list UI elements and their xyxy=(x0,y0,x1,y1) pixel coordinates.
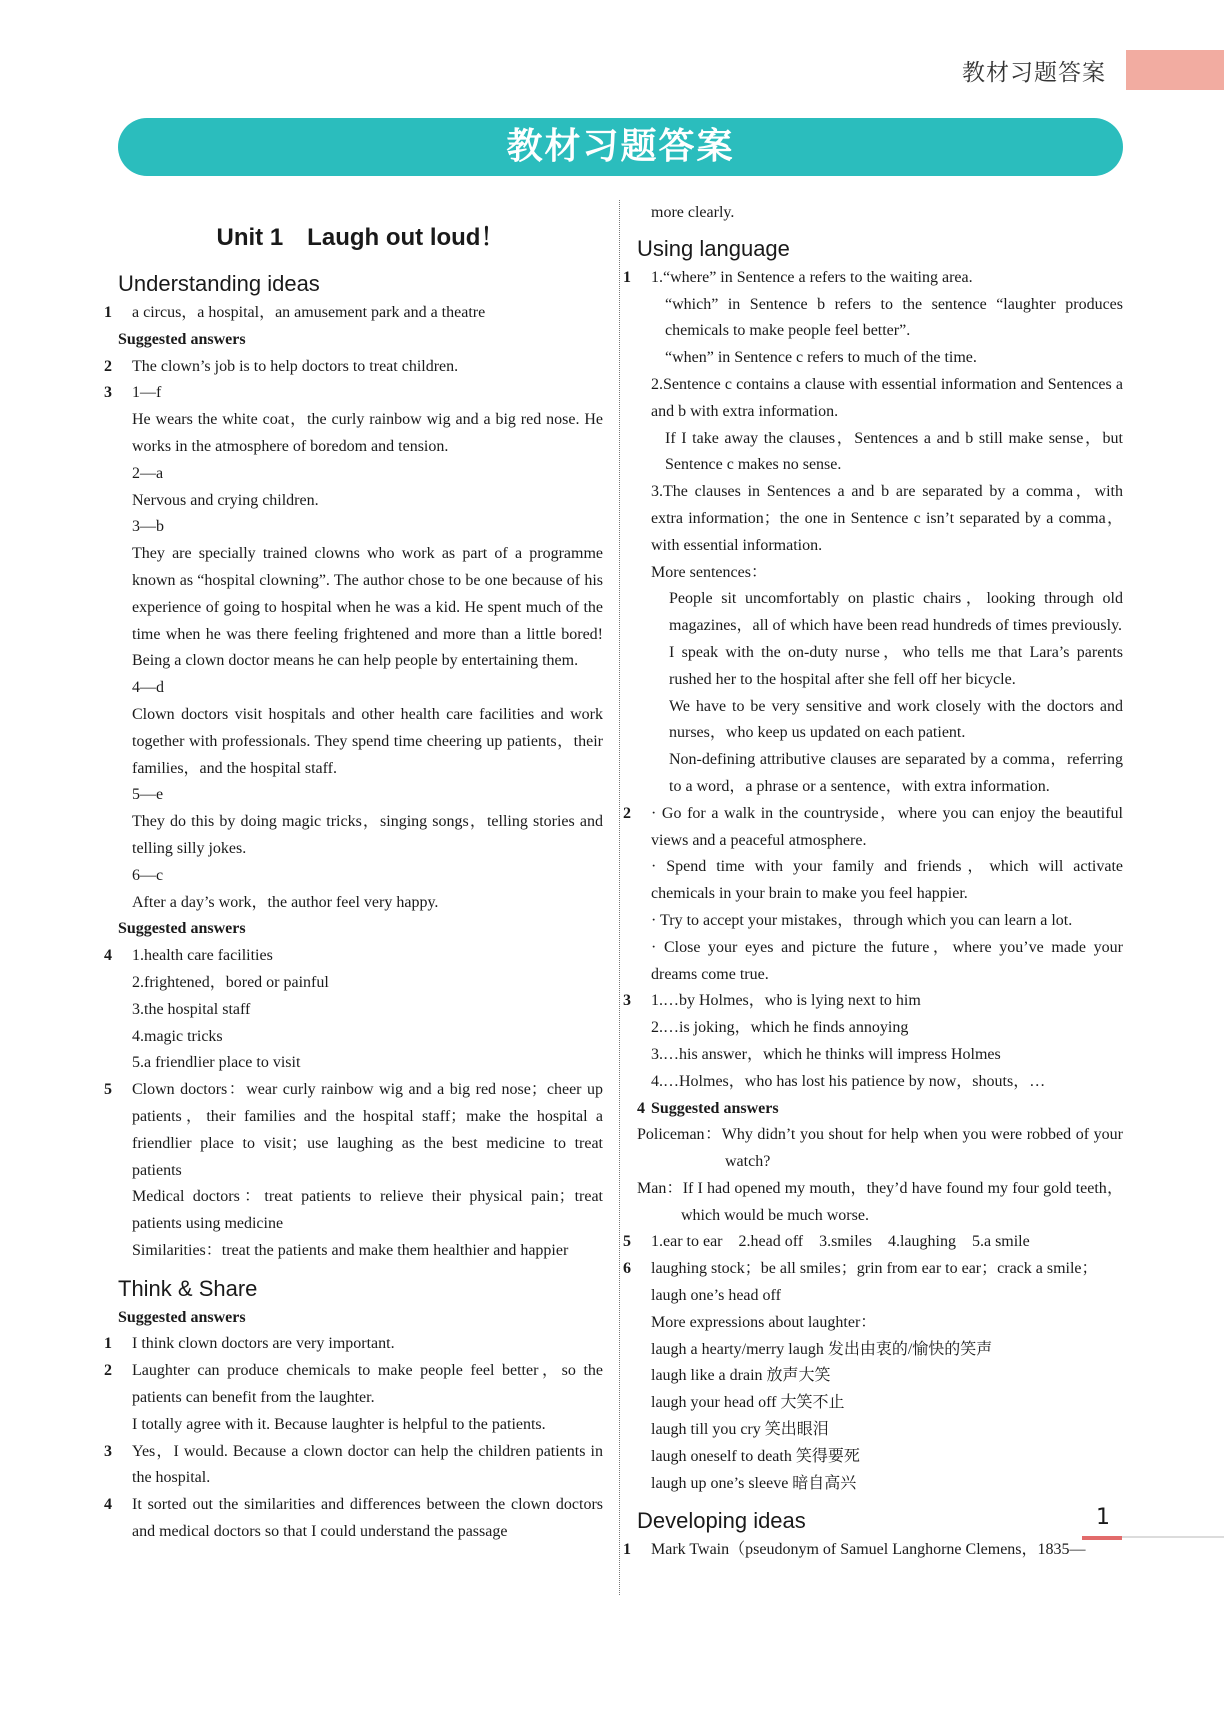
answer-item xyxy=(104,1077,603,1184)
answer-text: The clown’s job is to help doctors to treat children. xyxy=(132,357,459,375)
answer-text: I think clown doctors are very important. xyxy=(132,1335,395,1353)
answer-line: 4.…Holmes，who has lost his patience by now，shouts，… xyxy=(651,1072,1046,1090)
answer-line: Clown doctors visit hospitals and other health care facilities and work together with professionals. They spend time cheering up patients，their families，and the hospital staff. xyxy=(132,705,603,777)
q6-lines xyxy=(637,1283,1123,1497)
q1-sub xyxy=(637,292,1123,372)
answer-text: Laughter can produce chemicals to make people feel better，so the patients can benefit from the laughter. xyxy=(132,1362,603,1407)
answer-text: 1.“where” in Sentence a refers to the waiting area. xyxy=(651,268,973,286)
subheading: Suggested answers xyxy=(118,920,246,938)
item-number: 4 xyxy=(104,1496,112,1514)
section-developing-ideas: Developing ideas xyxy=(637,1508,806,1534)
section-understanding-ideas: Understanding ideas xyxy=(118,271,320,296)
item-number: 2 xyxy=(104,357,112,375)
item-number: 4 xyxy=(637,1099,645,1117)
answer-line: I totally agree with it. Because laughter is helpful to the patients. xyxy=(132,1415,546,1433)
page-number: 1 xyxy=(1096,1505,1110,1530)
subheading: Suggested answers xyxy=(118,330,246,348)
answer-text: laughing stock；be all smiles；grin from ear to ear；crack a smile； xyxy=(651,1260,1098,1278)
left-column xyxy=(104,200,603,1546)
answer-line: After a day’s work，the author feel very happy. xyxy=(132,893,439,911)
answer-line: 6—c xyxy=(132,866,164,884)
unit-title: Unit 1 Laugh out loud！ xyxy=(216,224,505,251)
answer-text: 1—f xyxy=(132,384,162,402)
answer-line: 4.magic tricks xyxy=(132,1027,223,1045)
item-number: 3 xyxy=(104,1442,112,1460)
answer-line: laugh till you cry 笑出眼泪 xyxy=(651,1421,829,1439)
page-banner: 教材习题答案 xyxy=(118,118,1123,176)
answer-line: laugh oneself to death 笑得要死 xyxy=(651,1447,860,1465)
bullet-line: · Close your eyes and picture the future，where you’ve made your dreams come true. xyxy=(651,938,1123,983)
answer-line: 3.…his answer，which he thinks will impress Holmes xyxy=(651,1045,1001,1063)
answer-line: laugh up one’s sleeve 暗自高兴 xyxy=(651,1474,857,1492)
dialog-line: Policeman：Why didn’t you shout for help when you were robbed of your watch? xyxy=(637,1126,1123,1171)
answer-line: laugh like a drain 放声大笑 xyxy=(651,1367,831,1385)
answer-text: Mark Twain（pseudonym of Samuel Langhorne Clemens，1835— xyxy=(651,1541,1086,1559)
header-accent-tab xyxy=(1126,50,1224,90)
answer-text: It sorted out the similarities and differences between the clown doctors and medical doctors so that I could understand the passage xyxy=(132,1496,603,1541)
answer-text: · Go for a walk in the countryside，where you can enjoy the beautiful views and a peaceful atmosphere. xyxy=(651,804,1123,849)
answer-line: 2.frightened，bored or painful xyxy=(132,973,329,991)
item-number: 1 xyxy=(104,1335,112,1353)
item-number: 4 xyxy=(104,947,112,965)
answer-line: “which” in Sentence b refers to the sentence “laughter produces chemicals to make people feel better”. xyxy=(665,295,1123,340)
answer-item xyxy=(104,354,603,381)
answer-line: 3.the hospital staff xyxy=(132,1000,251,1018)
answer-line: laugh a hearty/merry laugh 发出由衷的/愉快的笑声 xyxy=(651,1340,993,1358)
answer-text: a circus，a hospital，an amusement park and a theatre xyxy=(132,304,486,321)
item-number: 1 xyxy=(104,304,112,321)
answer-line: 5—e xyxy=(132,786,164,804)
answer-line: If I take away the clauses，Sentences a and b still make sense，but Sentence c makes no sense. xyxy=(665,429,1123,474)
answer-item xyxy=(623,1537,1123,1564)
continued-text: more clearly. xyxy=(651,204,735,221)
answer-line: Non-defining attributive clauses are separated by a comma，referring to a word，a phrase or a sentence，with extra information. xyxy=(669,751,1123,795)
page-footer-accent xyxy=(1082,1536,1122,1540)
subheading: Suggested answers xyxy=(118,1308,246,1326)
answer-line: Medical doctors：treat patients to relieve their physical pain；treat patients using medicine xyxy=(132,1188,603,1233)
q2-bullets xyxy=(637,854,1123,988)
answer-item xyxy=(104,1439,603,1493)
answer-line: 2.…is joking，which he finds annoying xyxy=(651,1019,909,1037)
header-label: 教材习题答案 xyxy=(962,60,1106,86)
answer-item xyxy=(623,988,1123,1015)
column-divider xyxy=(619,200,620,1595)
q5-details xyxy=(118,1184,603,1264)
answer-text: 1.ear to ear 2.head off 3.smiles 4.laughing 5.a smile xyxy=(651,1233,1030,1251)
answer-line: 4—d xyxy=(132,679,164,697)
answer-line: They do this by doing magic tricks，singing songs，telling stories and telling silly jokes. xyxy=(132,813,603,857)
item-number: 1 xyxy=(623,1541,631,1559)
item-number: 5 xyxy=(104,1081,112,1099)
right-column xyxy=(623,200,1123,1564)
answer-item xyxy=(104,1358,603,1412)
answer-line: 5.a friendlier place to visit xyxy=(132,1054,301,1072)
answer-item xyxy=(104,380,603,407)
answer-text: 1.…by Holmes，who is lying next to him xyxy=(651,992,921,1010)
item-number: 6 xyxy=(623,1260,631,1278)
subheading: Suggested answers xyxy=(651,1099,779,1117)
answer-item xyxy=(104,300,603,327)
answer-item xyxy=(623,265,1123,292)
answer-line: They are specially trained clowns who work as part of a programme known as “hospital clowning”. The author chose to be one because of his experience of going to hospital when he was a kid. He spent much of the time when he was there feeling frightened and more than a little bored! Being a clown doctor means he can help people by entertaining them. xyxy=(132,545,603,670)
item-number: 3 xyxy=(104,384,112,402)
answer-line: 2—a xyxy=(132,464,164,482)
answer-line: He wears the white coat，the curly rainbow wig and a big red nose. He works in the atmosphere of boredom and tension. xyxy=(132,411,603,455)
answer-line: laugh your head off 大笑不止 xyxy=(651,1394,845,1412)
item-number: 3 xyxy=(623,992,631,1010)
answer-line: Similarities：treat the patients and make them healthier and happier xyxy=(132,1241,569,1259)
q4-details xyxy=(118,970,603,1077)
answer-line: 2.Sentence c contains a clause with essential information and Sentences a and b with extra information. xyxy=(651,375,1123,420)
answer-line: Nervous and crying children. xyxy=(132,491,319,509)
answer-line: I speak with the on-duty nurse，who tells me that Lara’s parents rushed her to the hospital after she fell off her bicycle. xyxy=(669,643,1123,688)
more-sentences xyxy=(637,586,1123,800)
answer-item xyxy=(623,1229,1123,1256)
q3-lines xyxy=(637,1015,1123,1095)
section-using-language: Using language xyxy=(637,235,790,261)
item-number: 2 xyxy=(623,804,631,822)
answer-text: 1.health care facilities xyxy=(132,947,273,965)
answer-line: 3.The clauses in Sentences a and b are separated by a comma，with extra information；the one in Sentence c isn’t separated by a comma，with essential information. xyxy=(651,483,1123,554)
section-think-share: Think & Share xyxy=(118,1275,258,1301)
answer-item xyxy=(104,1331,603,1358)
answer-item xyxy=(104,943,603,970)
item-number: 5 xyxy=(623,1233,631,1251)
answer-line: “when” in Sentence c refers to much of the time. xyxy=(665,349,977,367)
answer-text: Yes，I would. Because a clown doctor can help the children patients in the hospital. xyxy=(132,1442,603,1487)
bullet-line: · Spend time with your family and friends，which will activate chemicals in your brain to make you feel happier. xyxy=(651,858,1123,903)
answer-line: More expressions about laughter： xyxy=(651,1313,877,1331)
q3-details xyxy=(118,407,603,916)
answer-item xyxy=(623,1256,1123,1283)
answer-line: laugh one’s head off xyxy=(651,1287,781,1305)
item-number: 2 xyxy=(104,1362,112,1380)
answer-line: People sit uncomfortably on plastic chairs，looking through old magazines，all of which have been read hundreds of times previously. xyxy=(669,590,1123,635)
answer-line: 3—b xyxy=(132,518,164,536)
dialog-line: Man：If I had opened my mouth，they’d have found my four gold teeth，which would be much worse. xyxy=(637,1179,1123,1224)
item-number: 1 xyxy=(623,268,631,286)
answer-item xyxy=(104,1492,603,1546)
answer-line: We have to be very sensitive and work closely with the doctors and nurses，who keep us updated on each patient. xyxy=(669,697,1123,742)
bullet-line: · Try to accept your mistakes，through which you can learn a lot. xyxy=(651,911,1073,929)
more-sentences-label: More sentences： xyxy=(651,563,767,581)
answer-item xyxy=(623,801,1123,855)
answer-text: Clown doctors：wear curly rainbow wig and a big red nose；cheer up patients，their families and the hospital staff；make the hospital a friendlier place to visit；use laughing as the best medicine to treat patients xyxy=(132,1081,603,1179)
answer-item xyxy=(637,1096,1123,1123)
